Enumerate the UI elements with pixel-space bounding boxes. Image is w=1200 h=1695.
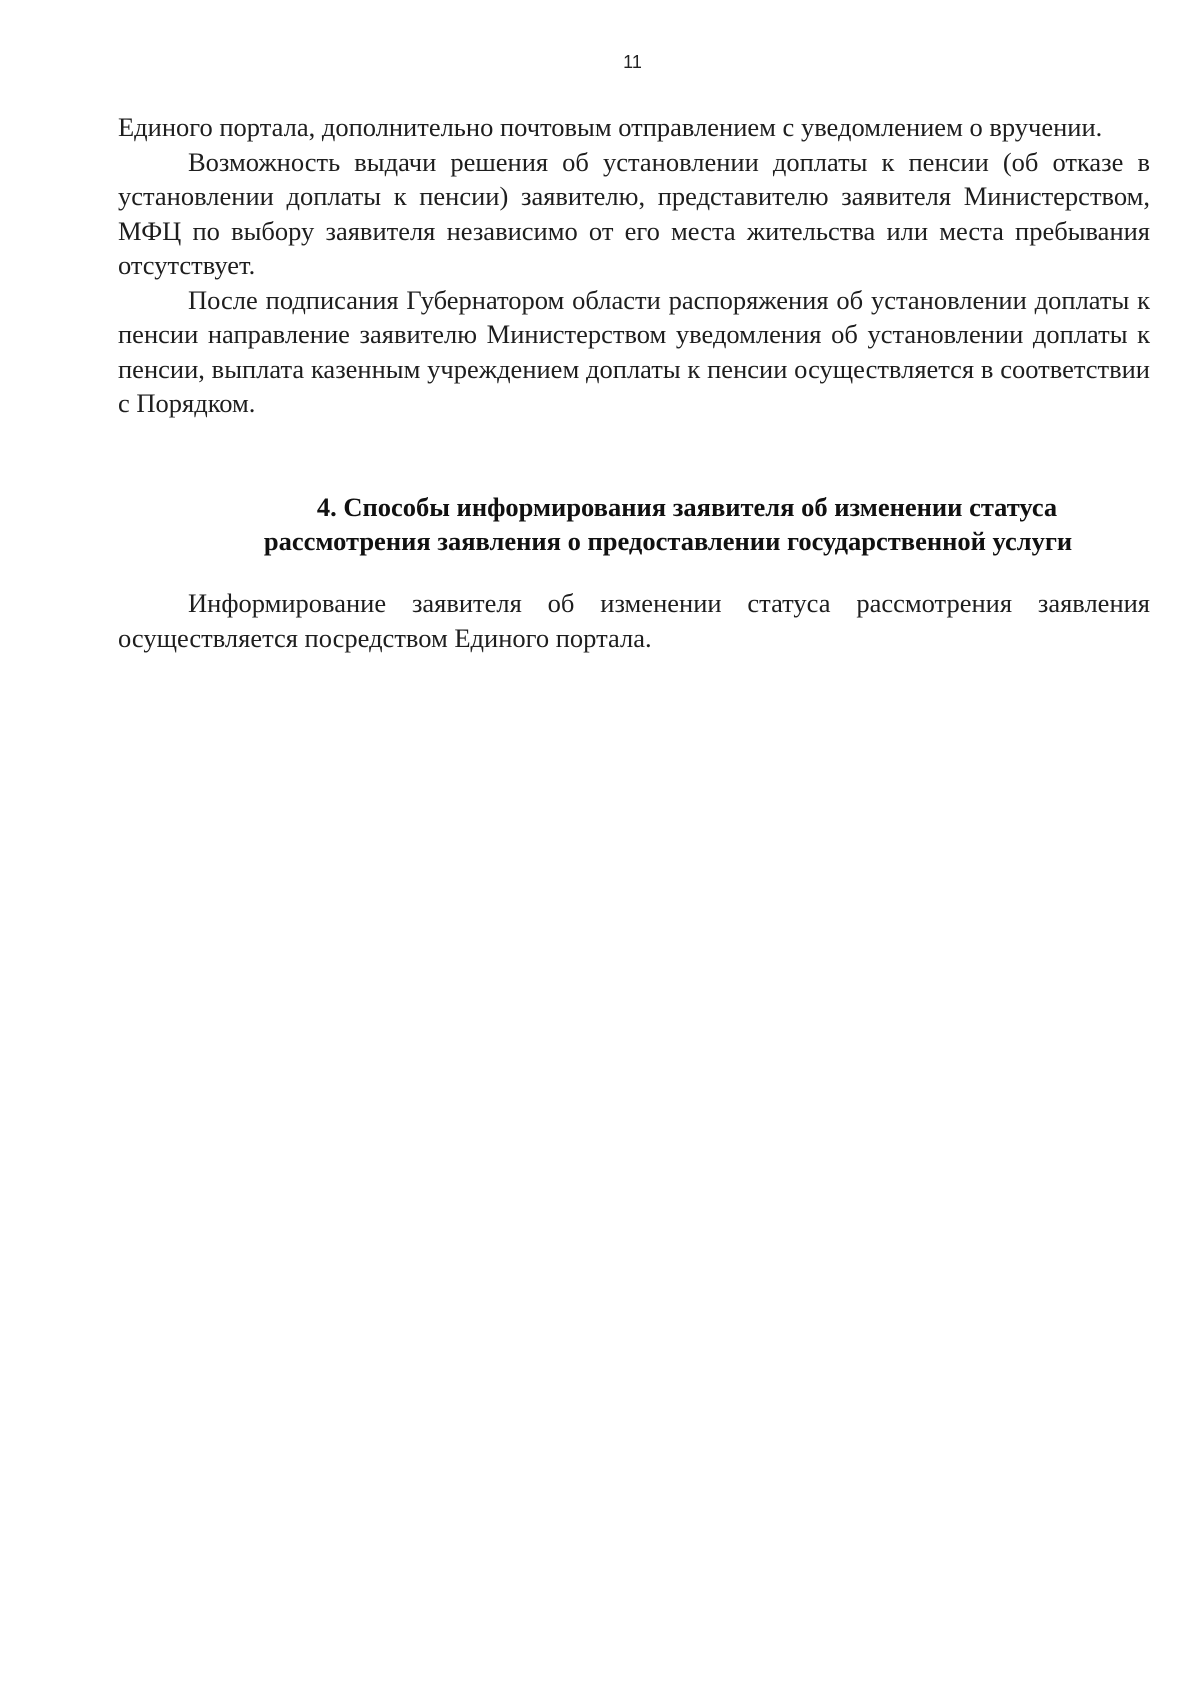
section-body <box>118 586 1150 655</box>
paragraph-issuance-option: Возможность выдачи решения об установлении доплаты к пенсии (об отказе в установлении доплаты к пенсии) заявителю, представителю заявителя Министерством, МФЦ по выбору заявителя независимо от его места жительства или места пребывания отсутствует. <box>118 146 1150 280</box>
section-heading <box>118 490 1200 558</box>
paragraph-continuation: Единого портала, дополнительно почтовым отправлением с уведомлением о вручении. <box>118 112 1103 142</box>
page-number: 11 <box>623 52 642 72</box>
paragraph-after-signing: После подписания Губернатором области распоряжения об установлении доплаты к пенсии направление заявителю Министерством уведомления об установлении доплаты к пенсии, выплата казенным учреждением доплаты к пенсии осуществляется в соответствии с Порядком. <box>118 284 1150 418</box>
paragraph-informing: Информирование заявителя об изменении статуса рассмотрения заявления осуществляется посредством Единого портала. <box>118 588 1150 653</box>
section-heading-line-2: рассмотрения заявления о предоставлении государственной услуги <box>263 526 1073 556</box>
section-heading-line-1: 4. Способы информирования заявителя об изменении статуса <box>316 492 1058 522</box>
body-text-block <box>118 110 1150 421</box>
